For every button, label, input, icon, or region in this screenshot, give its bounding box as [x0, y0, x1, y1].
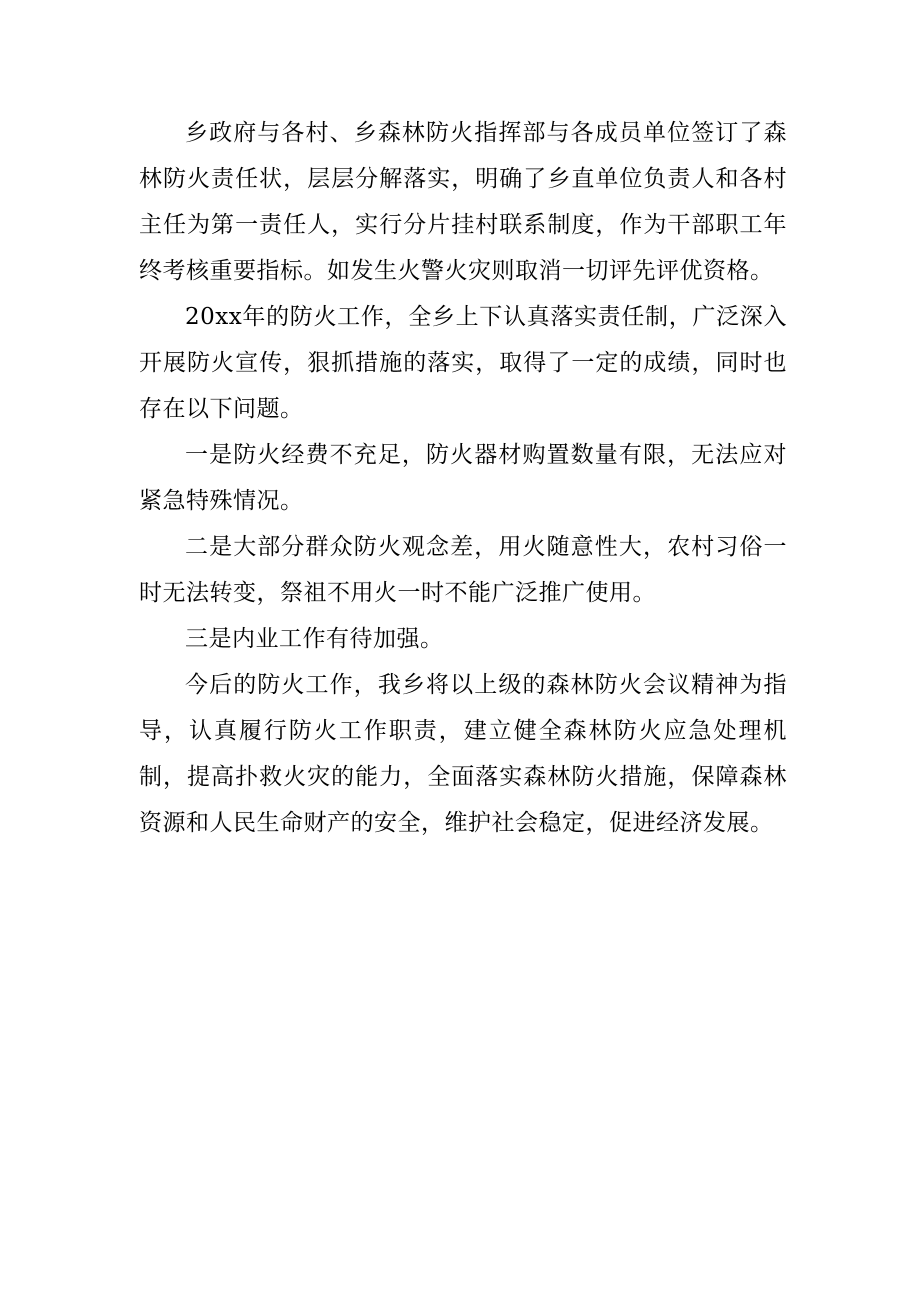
- paragraph-responsibility: 乡政府与各村、乡森林防火指挥部与各成员单位签订了森林防火责任状，层层分解落实，明确了乡直单位负责人和各村主任为第一责任人，实行分片挂村联系制度，作为干部职工年终考核重要指标。如发生火警火灾则取消一切评先评优资格。: [139, 120, 787, 284]
- paragraph-problem-1: 一是防火经费不充足，防火器材购置数量有限，无法应对紧急特殊情况。: [139, 442, 787, 514]
- document-body: [139, 110, 787, 846]
- paragraph-summary: 20xx年的防火工作，全乡上下认真落实责任制，广泛深入开展防火宣传，狠抓措施的落实，取得了一定的成绩，同时也存在以下问题。: [139, 304, 787, 422]
- paragraph-problem-2: 二是大部分群众防火观念差，用火随意性大，农村习俗一时无法转变，祭祖不用火一时不能广泛推广使用。: [139, 534, 787, 606]
- paragraph-future-plan: 今后的防火工作，我乡将以上级的森林防火会议精神为指导，认真履行防火工作职责，建立健全森林防火应急处理机制，提高扑救火灾的能力，全面落实森林防火措施，保障森林资源和人民生命财产的安全，维护社会稳定，促进经济发展。: [139, 672, 787, 836]
- paragraph-problem-3: 三是内业工作有待加强。: [185, 626, 444, 652]
